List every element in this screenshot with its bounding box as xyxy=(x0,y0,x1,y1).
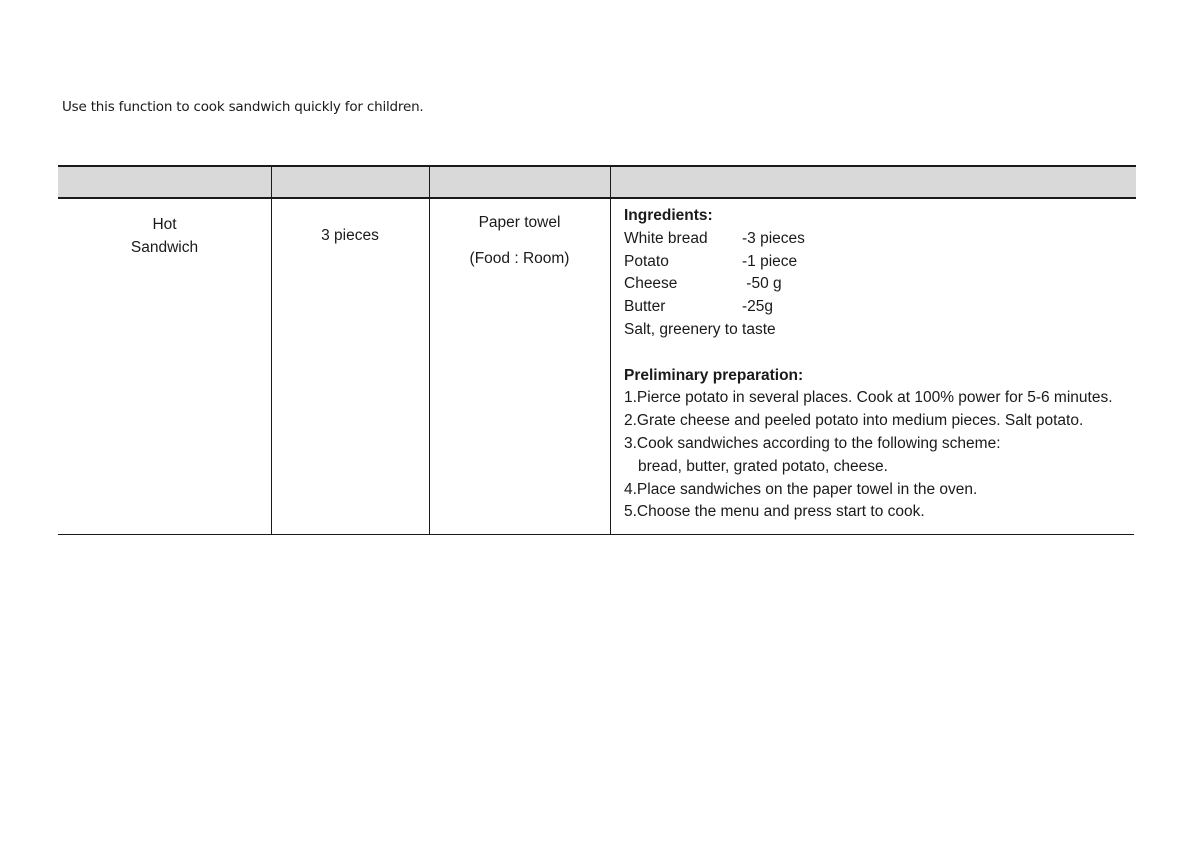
prep-step: 1.Pierce potato in several places. Cook at 100% power for 5-6 minutes. xyxy=(624,389,1113,407)
ingredient-qty: -3 pieces xyxy=(742,229,805,247)
prep-step: 5.Choose the menu and press start to cook. xyxy=(624,503,925,521)
ingredient-qty: -25g xyxy=(742,298,774,316)
ingredient-name: White bread xyxy=(624,229,708,247)
ingredient-item xyxy=(624,296,1113,319)
prep-heading: Preliminary preparation: xyxy=(624,366,804,384)
prep-step-continuation: bread, butter, grated potato, cheese. xyxy=(638,457,888,475)
column-divider xyxy=(271,165,272,535)
seasoning-line: Salt, greenery to taste xyxy=(624,320,776,338)
utensil-line: Paper towel xyxy=(478,214,561,231)
prep-step: 3.Cook sandwiches according to the following scheme: xyxy=(624,434,1001,452)
menu-cell xyxy=(58,214,271,260)
ingredient-name: Potato xyxy=(624,252,669,270)
intro-text: Use this function to cook sandwich quickly for children. xyxy=(62,99,424,115)
utensil-line: (Food : Room) xyxy=(469,249,570,267)
menu-line: Hot xyxy=(152,216,177,233)
utensil-cell xyxy=(429,212,610,271)
instructions-cell xyxy=(624,205,1113,524)
ingredient-item xyxy=(624,251,1113,274)
column-divider xyxy=(610,165,611,535)
ingredients-heading: Ingredients: xyxy=(624,207,713,224)
ingredient-name: Cheese xyxy=(624,275,678,293)
ingredient-qty: -1 piece xyxy=(742,252,798,270)
weight-cell: 3 pieces xyxy=(321,227,379,244)
table-header-row xyxy=(58,165,1136,199)
ingredient-item xyxy=(624,273,1113,296)
table-bottom-border xyxy=(58,534,1134,535)
menu-line: Sandwich xyxy=(130,238,199,256)
spacer xyxy=(624,342,1113,365)
prep-step: 2.Grate cheese and peeled potato into medium pieces. Salt potato. xyxy=(624,412,1084,430)
ingredient-qty: -50 g xyxy=(742,275,782,293)
cooking-table xyxy=(58,165,1136,535)
prep-step: 4.Place sandwiches on the paper towel in the oven. xyxy=(624,480,978,498)
ingredient-name: Butter xyxy=(624,298,666,316)
ingredient-item xyxy=(624,228,1113,251)
